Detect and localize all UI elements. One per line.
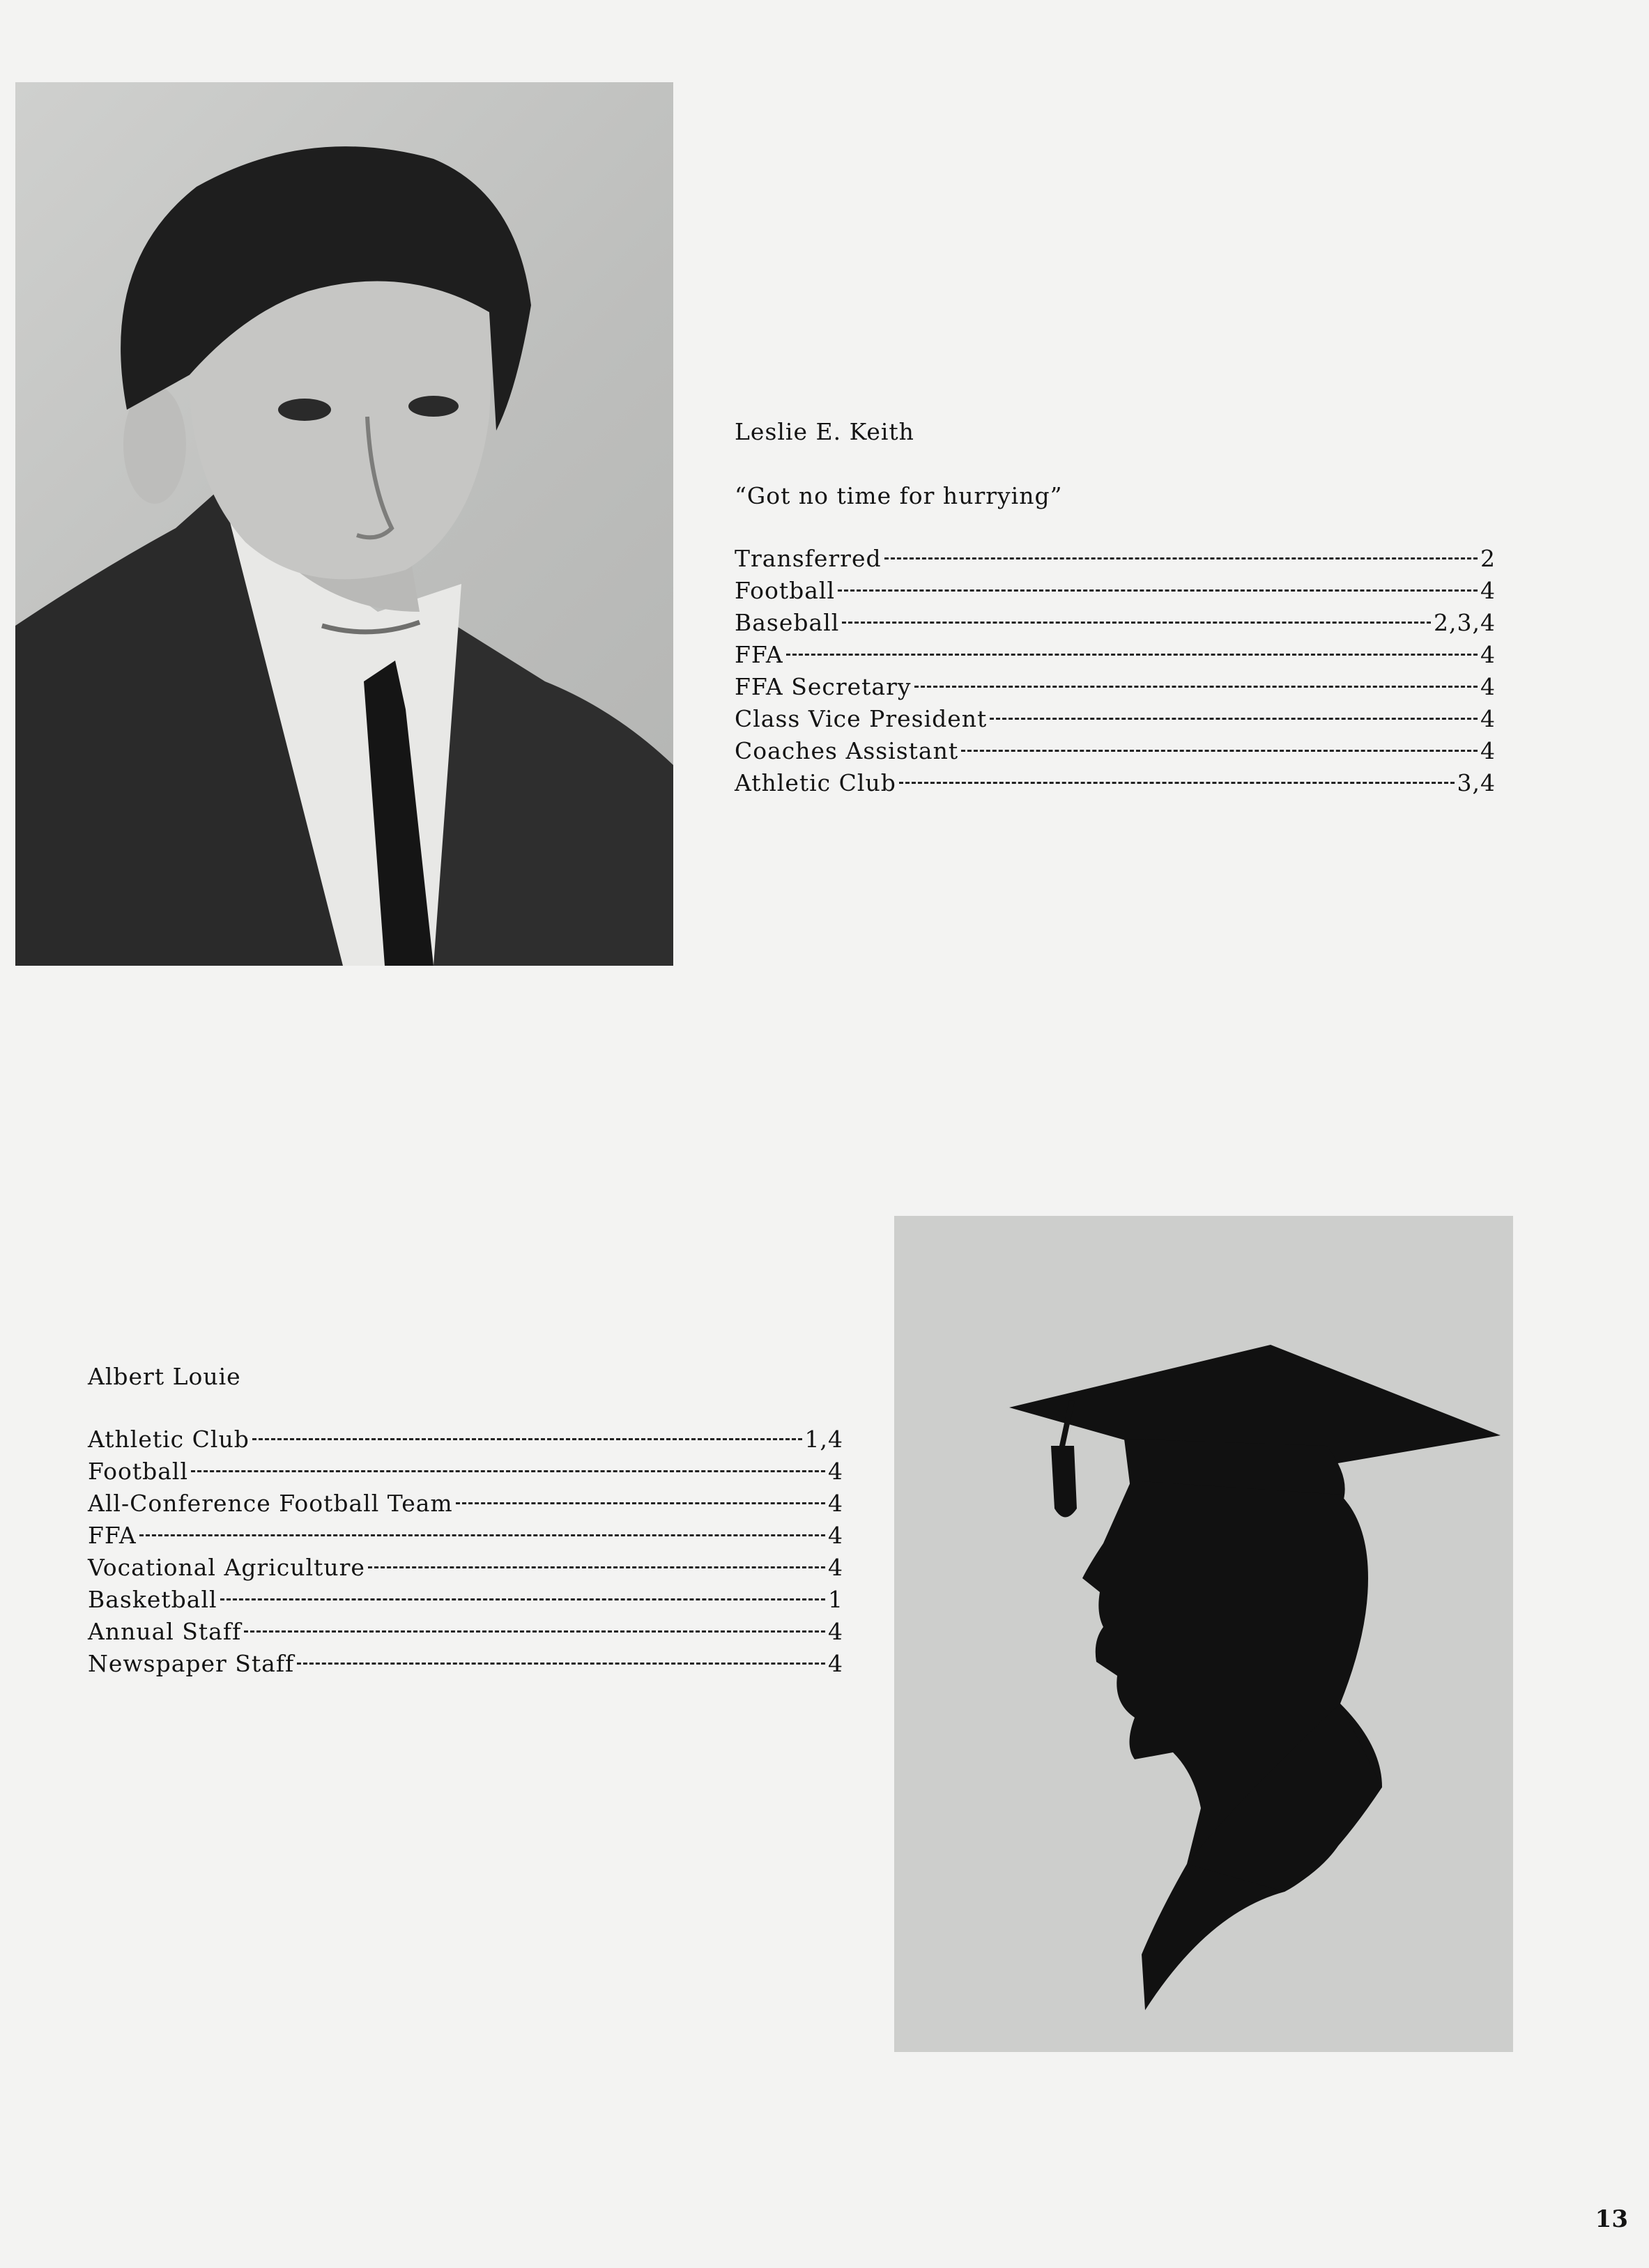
activity-label: FFA <box>88 1522 137 1549</box>
activity-row <box>88 1522 843 1554</box>
student-name-louie: Albert Louie <box>88 1363 241 1390</box>
graduate-silhouette-photo <box>894 1216 1513 2052</box>
leader-line <box>297 1663 825 1665</box>
graduation-cap-silhouette-icon <box>894 1216 1513 2052</box>
activity-years: 4 <box>828 1522 843 1549</box>
activity-years: 1,4 <box>804 1426 843 1453</box>
activity-years: 4 <box>828 1650 843 1677</box>
activity-years: 1 <box>828 1586 843 1613</box>
activity-label: FFA Secretary <box>735 673 912 700</box>
student-quote-keith: “Got no time for hurrying” <box>735 482 1063 509</box>
activity-row <box>88 1586 843 1618</box>
activity-years: 2 <box>1480 545 1496 572</box>
student-name-keith: Leslie E. Keith <box>735 418 914 445</box>
activity-row <box>735 609 1496 641</box>
activity-row <box>88 1458 843 1490</box>
activity-list-louie <box>88 1426 843 1682</box>
activity-row <box>735 641 1496 673</box>
activity-years: 4 <box>1480 673 1496 700</box>
leader-line <box>961 750 1478 752</box>
leader-line <box>191 1470 825 1472</box>
leader-line <box>786 654 1478 656</box>
page-number: 13 <box>1595 2205 1628 2233</box>
leader-line <box>884 557 1478 560</box>
activity-label: Athletic Club <box>88 1426 250 1453</box>
activity-row <box>735 673 1496 705</box>
activity-years: 2,3,4 <box>1434 609 1496 636</box>
activity-label: Transferred <box>735 545 882 572</box>
activity-row <box>88 1426 843 1458</box>
activity-label: Athletic Club <box>735 769 896 796</box>
leader-line <box>842 622 1431 624</box>
leader-line <box>139 1534 825 1536</box>
activity-years: 4 <box>1480 641 1496 668</box>
leader-line <box>220 1598 825 1600</box>
activity-row <box>88 1618 843 1650</box>
leader-line <box>368 1566 825 1568</box>
leader-line <box>456 1502 825 1504</box>
activity-row <box>735 577 1496 609</box>
activity-label: FFA <box>735 641 783 668</box>
activity-years: 4 <box>828 1458 843 1485</box>
activity-row <box>88 1554 843 1586</box>
activity-row <box>735 705 1496 737</box>
activity-years: 4 <box>1480 705 1496 732</box>
activity-years: 4 <box>828 1618 843 1645</box>
leader-line <box>838 589 1478 592</box>
activity-row <box>735 769 1496 801</box>
activity-label: Class Vice President <box>735 705 988 732</box>
portrait-figure <box>15 82 673 966</box>
portrait-photo-keith <box>15 82 673 966</box>
leader-line <box>244 1630 825 1633</box>
activity-row <box>735 545 1496 577</box>
activity-label: Vocational Agriculture <box>88 1554 365 1581</box>
leader-line <box>899 782 1455 784</box>
leader-line <box>252 1438 802 1440</box>
leader-line <box>914 686 1478 688</box>
activity-label: Newspaper Staff <box>88 1650 295 1677</box>
activity-label: Basketball <box>88 1586 217 1613</box>
activity-years: 4 <box>828 1490 843 1517</box>
activity-years: 4 <box>1480 577 1496 604</box>
activity-row <box>735 737 1496 769</box>
activity-list-keith <box>735 545 1496 801</box>
activity-years: 4 <box>1480 737 1496 764</box>
activity-label: Annual Staff <box>88 1618 242 1645</box>
activity-row <box>88 1490 843 1522</box>
activity-label: Baseball <box>735 609 840 636</box>
activity-label: Football <box>88 1458 188 1485</box>
leader-line <box>990 718 1478 720</box>
activity-label: Coaches Assistant <box>735 737 959 764</box>
activity-years: 3,4 <box>1457 769 1496 796</box>
activity-label: Football <box>735 577 835 604</box>
activity-label: All-Conference Football Team <box>88 1490 453 1517</box>
activity-row <box>88 1650 843 1682</box>
activity-years: 4 <box>828 1554 843 1581</box>
